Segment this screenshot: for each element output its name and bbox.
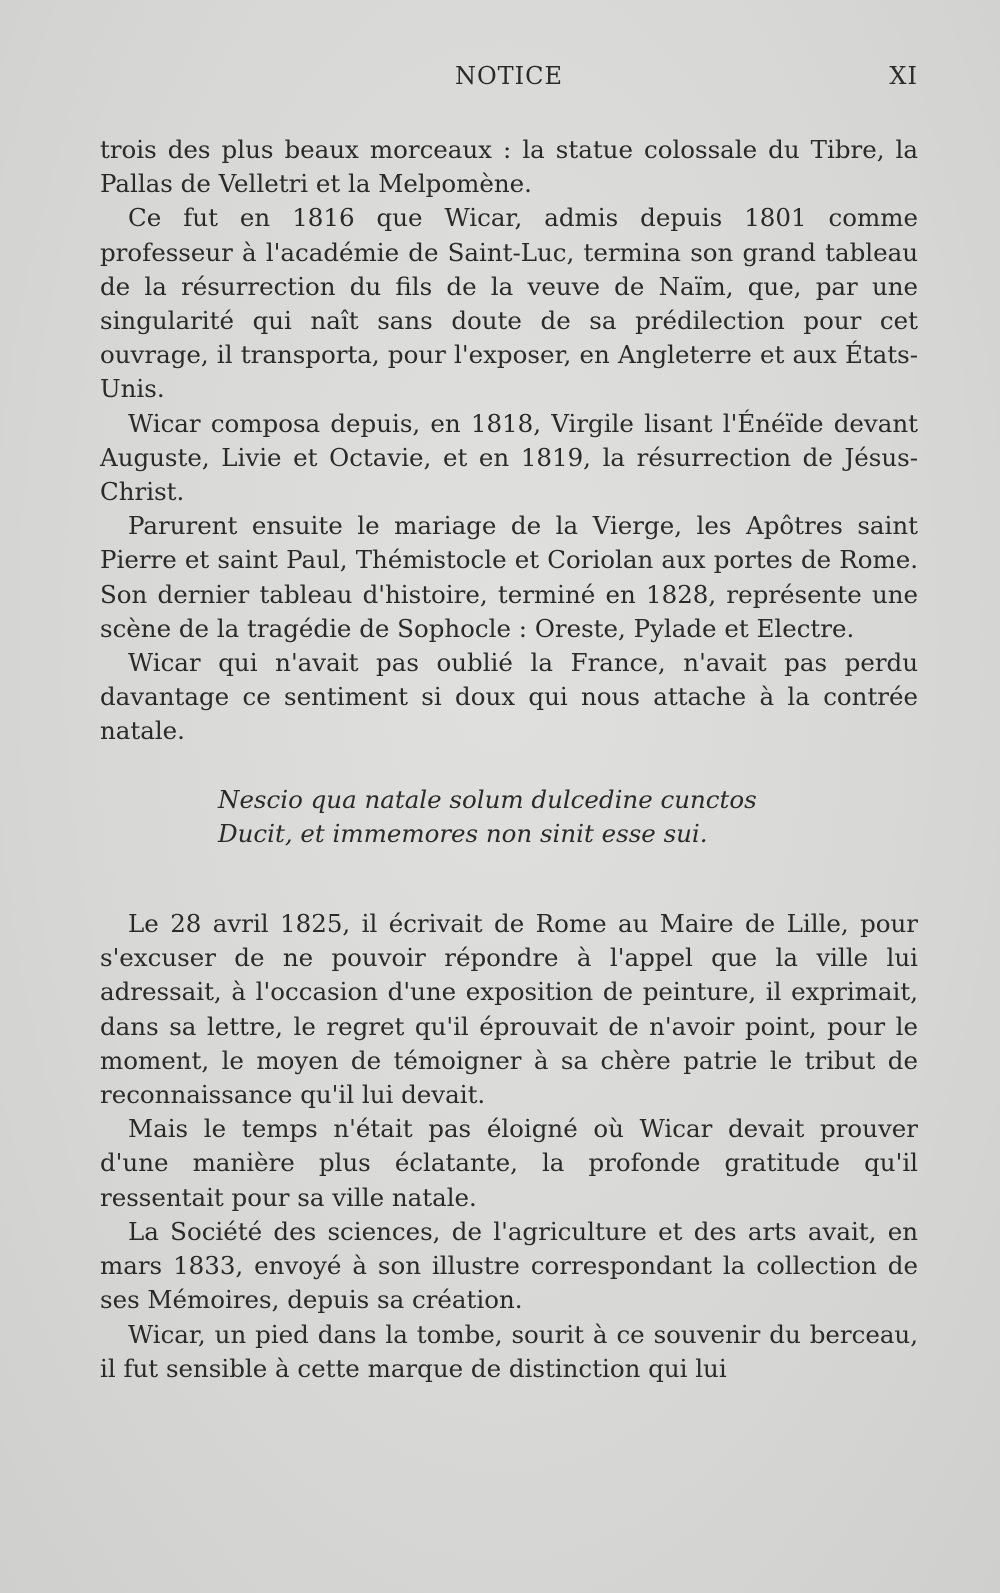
paragraph: Mais le temps n'était pas éloigné où Wicar devait prouver d'une manière plus éclatante, la profonde gratitude qu'il ressentait pour sa ville natale. bbox=[100, 1114, 918, 1212]
page-number: XI bbox=[889, 62, 918, 90]
paragraph: Wicar, un pied dans la tombe, sourit à ce souvenir du berceau, il fut sensible à cette marque de distinction qui lui bbox=[100, 1319, 918, 1383]
paragraph: Wicar composa depuis, en 1818, Virgile lisant l'Énéïde devant Auguste, Livie et Octavie, et en 1819, la résurrection de Jésus-Christ. bbox=[100, 408, 918, 507]
verse-line: Nescio qua natale solum dulcedine cunctos bbox=[218, 784, 757, 814]
paragraph: Wicar qui n'avait pas oublié la France, n'avait pas perdu davantage ce sentiment si doux qui nous attache à la contrée natale. bbox=[100, 648, 918, 746]
running-title: NOTICE bbox=[454, 62, 564, 90]
paragraph: trois des plus beaux morceaux : la statue colossale du Tibre, la Pallas de Velletri et la Melpomène. bbox=[100, 135, 918, 199]
paragraph: Le 28 avril 1825, il écrivait de Rome au Maire de Lille, pour s'excuser de ne pouvoir répondre à l'appel que la ville lui adressait, à l'occasion d'une exposition de peinture, il exprimait, dans sa lettre, le regret qu'il éprouvait de n'avoir point, pour le moment, le moyen de témoigner à sa chère patrie le tribut de reconnaissance qu'il lui devait. bbox=[100, 909, 918, 1110]
running-head bbox=[100, 62, 918, 96]
body-text bbox=[100, 133, 918, 1386]
latin-verse-quotation bbox=[100, 783, 918, 851]
paragraph: Ce fut en 1816 que Wicar, admis depuis 1801 comme professeur à l'académie de Saint-Luc, termina son grand tableau de la résurrection du fils de la veuve de Naïm, que, par une singularité qui naît sans doute de sa prédilection pour cet ouvrage, il transporta, pour l'exposer, en Angleterre et aux États-Unis. bbox=[100, 203, 918, 404]
paragraph: La Société des sciences, de l'agriculture et des arts avait, en mars 1833, envoyé à son illustre correspondant la collection de ses Mémoires, depuis sa création. bbox=[100, 1216, 918, 1315]
paragraph: Parurent ensuite le mariage de la Vierge, les Apôtres saint Pierre et saint Paul, Thémistocle et Coriolan aux portes de Rome. Son dernier tableau d'histoire, terminé en 1828, représente une scène de la tragédie de Sophocle : Oreste, Pylade et Electre. bbox=[100, 511, 918, 643]
verse-line: Ducit, et immemores non sinit esse sui. bbox=[218, 818, 708, 848]
